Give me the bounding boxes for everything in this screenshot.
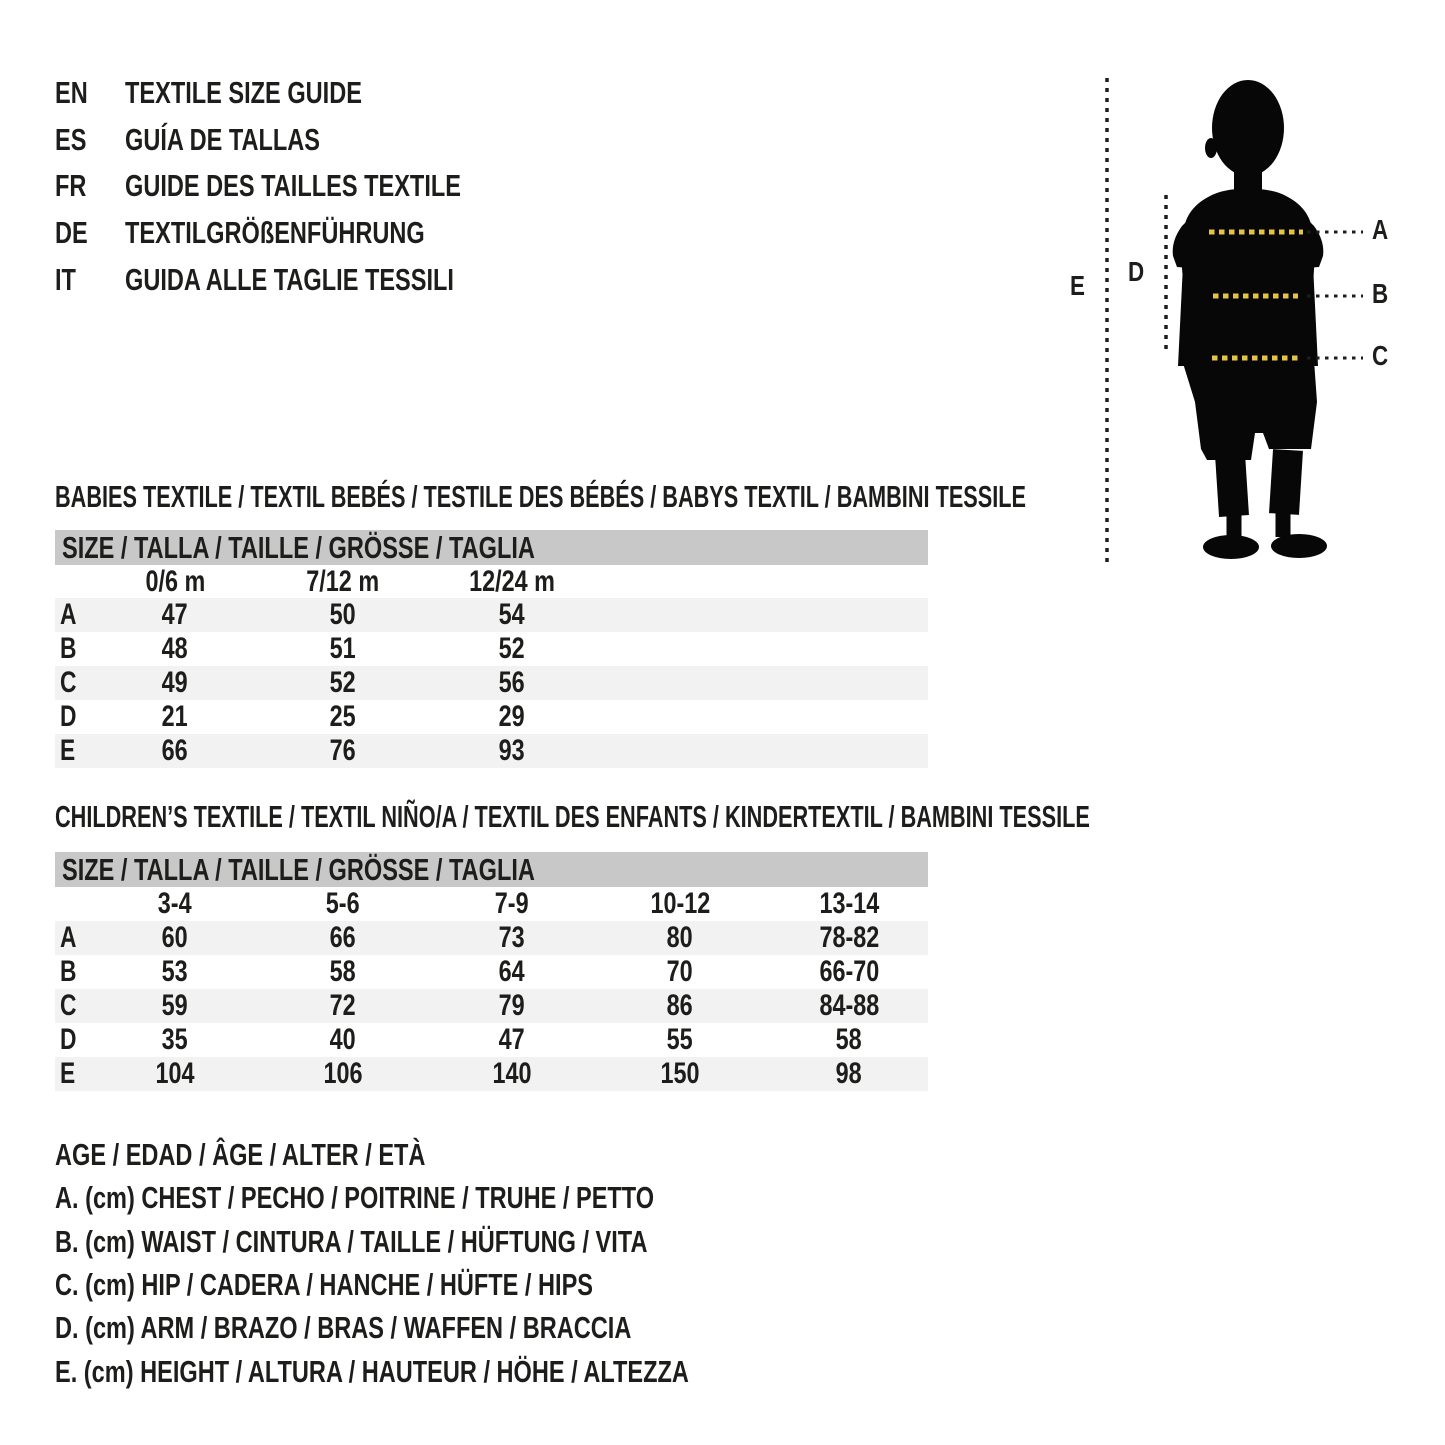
table-cell: 53 [161, 955, 189, 988]
row-label: E [60, 734, 76, 767]
babies-table-header-band: SIZE / TALLA / TAILLE / GRÖSSE / TAGLIA [55, 530, 928, 565]
col-header: 3-4 [158, 886, 192, 920]
table-cell: 78-82 [819, 921, 879, 954]
marker-label-a: A [1372, 214, 1389, 245]
lang-code-en: EN [55, 75, 88, 110]
table-cell: 47 [498, 1023, 526, 1056]
table-cell: 48 [161, 632, 189, 665]
lang-code-es: ES [55, 122, 87, 157]
col-header: 13-14 [819, 886, 879, 920]
table-cell: 66-70 [819, 955, 879, 988]
table-cell: 40 [329, 1023, 357, 1056]
marker-label-d: D [1128, 256, 1145, 287]
legend-item-chest: A. (cm) CHEST / PECHO / POITRINE / TRUHE / PETTO [55, 1180, 655, 1215]
table-cell: 52 [498, 632, 526, 665]
col-header: 7/12 m [306, 564, 380, 598]
marker-label-c: C [1372, 340, 1389, 371]
table-cell: 84-88 [819, 989, 879, 1022]
table-cell: 86 [666, 989, 694, 1022]
row-label: A [60, 598, 77, 631]
table-row [55, 989, 928, 1023]
table-row [55, 666, 928, 700]
marker-label-e: E [1070, 270, 1085, 301]
lang-title-es: GUÍA DE TALLAS [125, 122, 321, 157]
lang-title-fr: GUIDE DES TAILLES TEXTILE [125, 168, 461, 203]
col-header: 7-9 [495, 886, 529, 920]
table-cell: 150 [660, 1057, 700, 1090]
table-cell: 72 [329, 989, 357, 1022]
table-row [55, 1057, 928, 1091]
table-cell: 47 [161, 598, 189, 631]
table-cell: 25 [329, 700, 357, 733]
table-row [55, 734, 928, 768]
lang-title-de: TEXTILGRÖßENFÜHRUNG [125, 215, 425, 250]
children-column-headers [55, 887, 928, 920]
table-cell: 50 [329, 598, 357, 631]
babies-section-title: BABIES TEXTILE / TEXTIL BEBÉS / TESTILE DES BÉBÉS / BABYS TEXTIL / BAMBINI TESSILE [55, 479, 1027, 514]
table-cell: 59 [161, 989, 189, 1022]
col-header: 12/24 m [469, 564, 555, 598]
table-cell: 104 [155, 1057, 195, 1090]
table-cell: 140 [492, 1057, 532, 1090]
row-label: B [60, 632, 77, 665]
table-row [55, 921, 928, 955]
legend-item-arm: D. (cm) ARM / BRAZO / BRAS / WAFFEN / BRACCIA [55, 1310, 632, 1345]
table-cell: 55 [666, 1023, 694, 1056]
table-row [55, 598, 928, 632]
lang-code-de: DE [55, 215, 88, 250]
table-cell: 52 [329, 666, 357, 699]
row-label: D [60, 1023, 77, 1056]
marker-label-b: B [1372, 278, 1389, 309]
legend-item-hip: C. (cm) HIP / CADERA / HANCHE / HÜFTE / HIPS [55, 1267, 594, 1302]
lang-code-fr: FR [55, 168, 87, 203]
children-table-header-band: SIZE / TALLA / TAILLE / GRÖSSE / TAGLIA [55, 852, 928, 887]
row-label: A [60, 921, 77, 954]
table-cell: 29 [498, 700, 526, 733]
table-cell: 64 [498, 955, 526, 988]
table-cell: 51 [329, 632, 357, 665]
row-label: E [60, 1057, 76, 1090]
table-cell: 93 [498, 734, 526, 767]
legend-item-waist: B. (cm) WAIST / CINTURA / TAILLE / HÜFTUNG / VITA [55, 1224, 648, 1259]
table-cell: 35 [161, 1023, 189, 1056]
table-cell: 58 [329, 955, 357, 988]
row-label: C [60, 989, 77, 1022]
table-row [55, 700, 928, 734]
babies-column-headers [55, 565, 928, 598]
table-cell: 79 [498, 989, 526, 1022]
table-row [55, 1023, 928, 1057]
table-row [55, 955, 928, 989]
row-label: B [60, 955, 77, 988]
lang-title-en: TEXTILE SIZE GUIDE [125, 75, 362, 110]
table-cell: 73 [498, 921, 526, 954]
row-label: D [60, 700, 77, 733]
children-section-title: CHILDREN’S TEXTILE / TEXTIL NIÑO/A / TEXTIL DES ENFANTS / KINDERTEXTIL / BAMBINI TESSILE [55, 799, 1090, 834]
col-header: 10-12 [650, 886, 710, 920]
row-label: C [60, 666, 77, 699]
legend-item-height: E. (cm) HEIGHT / ALTURA / HAUTEUR / HÖHE / ALTEZZA [55, 1354, 689, 1389]
table-cell: 21 [161, 700, 189, 733]
table-cell: 98 [835, 1057, 863, 1090]
table-cell: 58 [835, 1023, 863, 1056]
table-cell: 49 [161, 666, 189, 699]
lang-code-it: IT [55, 262, 76, 297]
lang-title-it: GUIDA ALLE TAGLIE TESSILI [125, 262, 454, 297]
table-cell: 66 [329, 921, 357, 954]
table-cell: 106 [323, 1057, 363, 1090]
table-cell: 56 [498, 666, 526, 699]
table-cell: 70 [666, 955, 694, 988]
col-header: 5-6 [326, 886, 360, 920]
table-row [55, 632, 928, 666]
table-cell: 54 [498, 598, 526, 631]
table-cell: 76 [329, 734, 357, 767]
table-cell: 66 [161, 734, 189, 767]
col-header: 0/6 m [145, 564, 205, 598]
legend-age-line: AGE / EDAD / ÂGE / ALTER / ETÀ [55, 1137, 426, 1172]
table-cell: 80 [666, 921, 694, 954]
table-cell: 60 [161, 921, 189, 954]
